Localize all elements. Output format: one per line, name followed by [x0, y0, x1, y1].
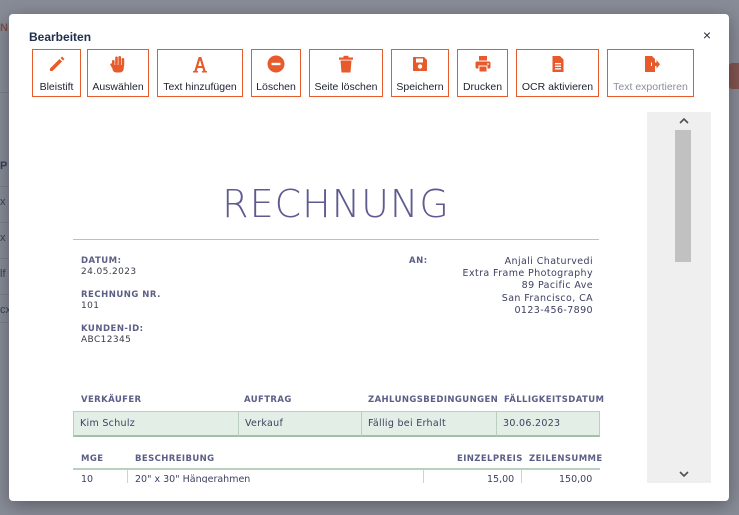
file-export-icon	[640, 53, 662, 75]
minus-circle-icon	[265, 53, 287, 75]
ocr-button-label: OCR aktivieren	[521, 81, 594, 93]
edit-modal	[9, 14, 729, 501]
qty-header: MGE	[81, 454, 104, 464]
recipient-city: San Francisco, CA	[501, 292, 593, 304]
recipient-phone: 0123-456-7890	[514, 304, 593, 316]
add-text-button-label: Text hinzufügen	[163, 81, 237, 93]
print-button[interactable]	[457, 49, 508, 97]
delete-page-button[interactable]	[309, 49, 383, 97]
delete-page-button-label: Seite löschen	[314, 81, 378, 93]
customer-id-value: ABC12345	[81, 335, 132, 345]
hand-icon	[107, 53, 129, 75]
export-text-button-label: Text exportieren	[613, 81, 688, 93]
unit-price-cell: 15,00	[487, 474, 515, 483]
date-label: DATUM:	[81, 256, 122, 266]
pencil-icon	[46, 53, 68, 75]
table-row	[73, 470, 600, 483]
modal-title: Bearbeiten	[29, 30, 92, 44]
due-date-cell: 30.06.2023	[503, 418, 561, 429]
line-total-cell: 150,00	[559, 474, 593, 483]
trash-icon	[335, 53, 357, 75]
description-cell: 20" x 30" Hängerahmen	[135, 474, 251, 483]
recipient-street: 89 Pacific Ave	[521, 280, 593, 292]
customer-id-label: KUNDEN-ID:	[81, 324, 144, 334]
floppy-disk-icon	[409, 53, 431, 75]
order-cell: Verkauf	[239, 412, 362, 436]
text-a-icon	[189, 53, 211, 75]
recipient-company: Extra Frame Photography	[462, 268, 593, 280]
to-label: AN:	[409, 256, 428, 266]
recipient-name: Anjali Chaturvedi	[504, 256, 593, 267]
due-date-header: FÄLLIGKEITSDATUM	[504, 395, 605, 405]
save-button-label: Speichern	[396, 81, 444, 93]
date-value: 24.05.2023	[81, 267, 137, 277]
pencil-button[interactable]	[32, 49, 81, 97]
scrollbar-thumb[interactable]	[675, 130, 691, 262]
printer-icon	[472, 53, 494, 75]
add-text-button[interactable]	[157, 49, 243, 97]
seller-table-row	[73, 411, 600, 437]
ocr-button[interactable]	[516, 49, 599, 97]
payment-terms-cell: Fällig bei Erhalt	[362, 412, 497, 436]
document-scrollbar[interactable]	[647, 112, 711, 483]
column-divider	[423, 470, 424, 483]
save-button[interactable]	[391, 49, 449, 97]
invoice-number-label: RECHNUNG NR.	[81, 290, 161, 300]
seller-header: VERKÄUFER	[81, 395, 142, 405]
seller-cell: Kim Schulz	[74, 412, 239, 436]
document-viewer[interactable]	[73, 112, 647, 483]
invoice-number-value: 101	[81, 301, 100, 311]
select-button-label: Auswählen	[92, 81, 144, 93]
pencil-button-label: Bleistift	[39, 81, 74, 93]
qty-cell: 10	[81, 474, 94, 483]
select-button[interactable]	[87, 49, 149, 97]
export-text-button[interactable]	[607, 49, 694, 97]
delete-button-label: Löschen	[256, 81, 296, 93]
line-total-header: ZEILENSUMME	[529, 454, 603, 464]
column-divider	[127, 470, 128, 483]
payment-terms-header: ZAHLUNGSBEDINGUNGEN	[368, 395, 499, 405]
unit-price-header: EINZELPREIS	[457, 454, 523, 464]
delete-button[interactable]	[251, 49, 301, 97]
recipient-address	[443, 256, 593, 317]
chevron-down-icon[interactable]	[677, 467, 691, 481]
description-header: BESCHREIBUNG	[135, 454, 215, 464]
column-divider	[521, 470, 522, 483]
chevron-up-icon[interactable]	[677, 114, 691, 128]
title-divider	[73, 239, 599, 240]
close-button[interactable]: ×	[702, 27, 712, 43]
order-header: AUFTRAG	[244, 395, 292, 405]
print-button-label: Drucken	[462, 81, 503, 93]
invoice-title: RECHNUNG	[222, 182, 450, 226]
document-icon	[547, 53, 569, 75]
